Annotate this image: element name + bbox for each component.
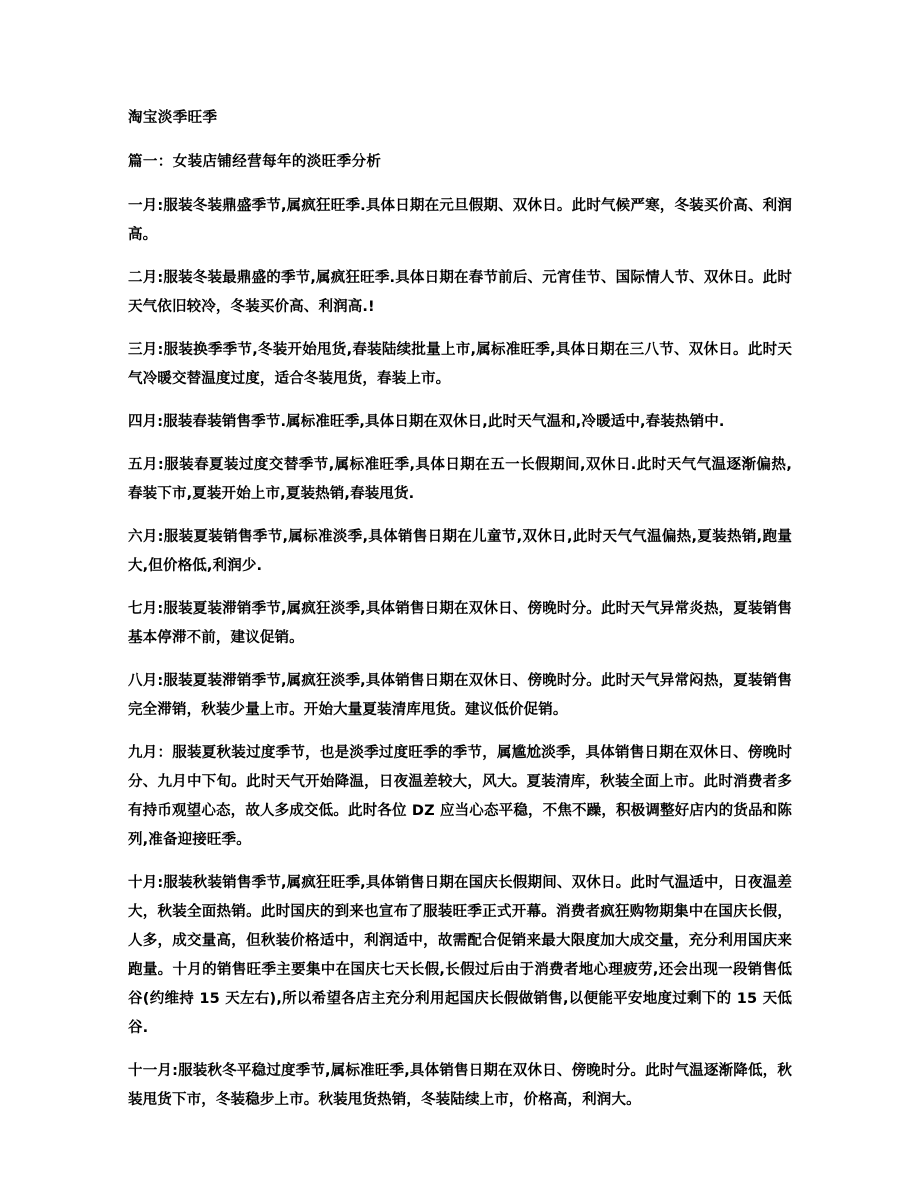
paragraph-may: 五月:服装春夏装过度交替季节,属标准旺季,具体日期在五一长假期间,双休日.此时天气气温逐渐偏热,春装下市,夏装开始上市,夏装热销,春装甩货. xyxy=(128,457,792,502)
paragraph-july: 七月:服装夏装滞销季节,属疯狂淡季,具体销售日期在双休日、傍晚时分。此时天气异常炎热，夏装销售基本停滞不前，建议促销。 xyxy=(128,601,792,646)
paragraph-november: 十一月:服装秋冬平稳过度季节,属标准旺季,具体销售日期在双休日、傍晚时分。此时气温逐渐降低，秋装甩货下市，冬装稳步上市。秋装甩货热销，冬装陆续上市，价格高，利润大。 xyxy=(128,1063,792,1108)
paragraph-august: 八月:服装夏装滞销季节,属疯狂淡季,具体销售日期在双休日、傍晚时分。此时天气异常闷热，夏装销售完全滞销，秋装少量上市。开始大量夏装清库甩货。建议低价促销。 xyxy=(128,673,792,718)
paragraph-february: 二月:服装冬装最鼎盛的季节,属疯狂旺季.具体日期在春节前后、元宵佳节、国际情人节、双休日。此时天气依旧较冷，冬装买价高、利润高.! xyxy=(128,270,792,315)
document-content xyxy=(128,104,792,1115)
page-title: 淘宝淡季旺季 xyxy=(128,110,218,126)
section-heading: 篇一：女装店铺经营每年的淡旺季分析 xyxy=(128,154,382,170)
paragraph-april: 四月:服装春装销售季节.属标准旺季,具体日期在双休日,此时天气温和,冷暖适中,春装热销中. xyxy=(128,414,725,430)
paragraph-june: 六月:服装夏装销售季节,属标准淡季,具体销售日期在儿童节,双休日,此时天气气温偏热,夏装热销,跑量大,但价格低,利润少. xyxy=(128,529,792,574)
paragraph-march: 三月:服装换季季节,冬装开始甩货,春装陆续批量上市,属标准旺季,具体日期在三八节、双休日。此时天气冷暖交替温度过度，适合冬装甩货，春装上市。 xyxy=(128,342,792,387)
paragraph-january: 一月:服装冬装鼎盛季节,属疯狂旺季.具体日期在元旦假期、双休日。此时气候严寒，冬装买价高、利润高。 xyxy=(128,198,792,243)
paragraph-october: 十月:服装秋装销售季节,属疯狂旺季,具体销售日期在国庆长假期间、双休日。此时气温适中，日夜温差大，秋装全面热销。此时国庆的到来也宣布了服装旺季正式开幕。消费者疯狂购物期集中在国庆长假，人多，成交量高，但秋装价格适中，利润适中，故需配合促销来最大限度加大成交量，充分利用国庆来跑量。十月的销售旺季主要集中在国庆七天长假,长假过后由于消费者地心理疲劳,还会出现一段销售低谷(约维持 15 天左右),所以希望各店主充分利用起国庆长假做销售,以便能平安地度过剩下的 15 天低谷. xyxy=(128,875,792,1036)
paragraph-september: 九月：服装夏秋装过度季节，也是淡季过度旺季的季节，属尴尬淡季，具体销售日期在双休日、傍晚时分、九月中下旬。此时天气开始降温，日夜温差较大，风大。夏装清库，秋装全面上市。此时消费者多有持币观望心态，故人多成交低。此时各位 DZ 应当心态平稳，不焦不躁，积极调整好店内的货品和陈列,准备迎接旺季。 xyxy=(128,745,792,848)
